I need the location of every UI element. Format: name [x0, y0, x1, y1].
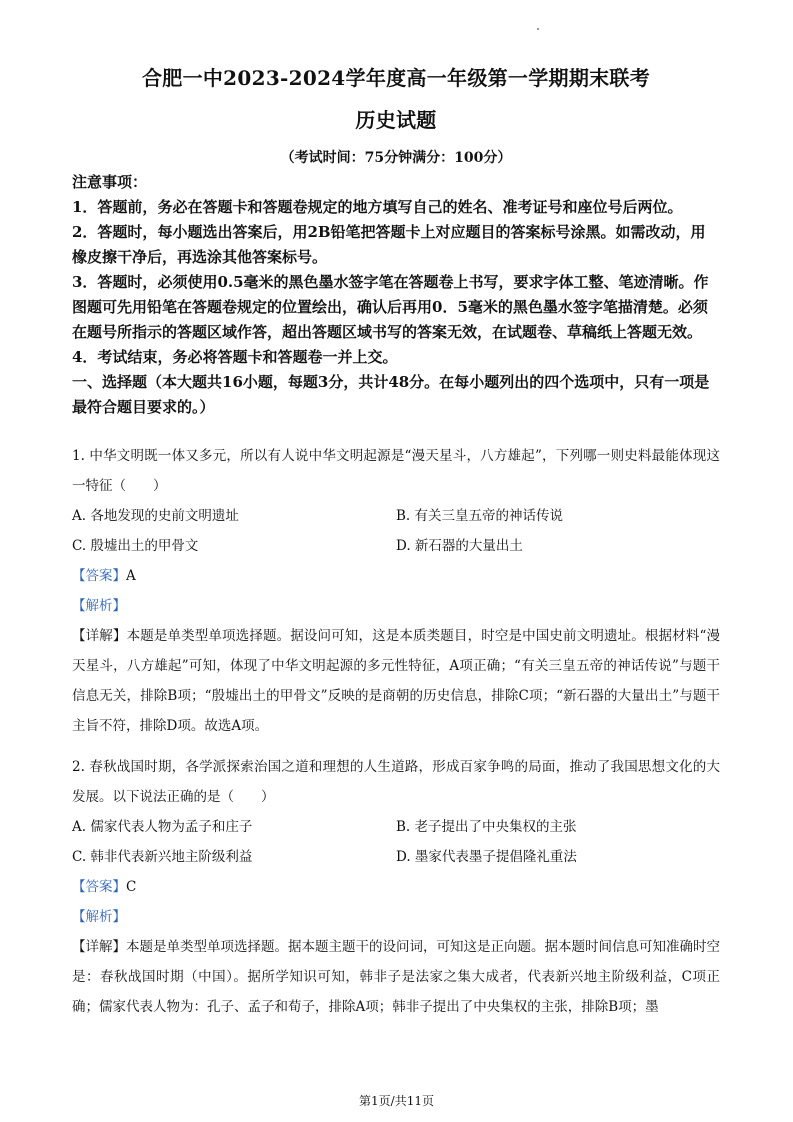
detail-body: 本题是单类型单项选择题。据本题主题干的设问词，可知这是正向题。据本题时间信息可知准确时空是：春秋战国时期（中国）。据所学知识可知，韩非子是法家之集大成者，代表新兴地主阶级利益，C项正确；儒家代表人物为：孔子、孟子和荀子，排除A项；韩非子提出了中央集权的主张，排除B项；墨	[72, 939, 720, 1015]
options-row	[72, 531, 720, 561]
options-row	[72, 812, 720, 842]
question-2	[72, 752, 720, 1022]
subject-title: 历史试题	[355, 108, 437, 132]
option-a: A. 儒家代表人物为孟子和庄子	[72, 819, 253, 835]
time-note: （考试时间：75分钟满分：100分）	[280, 150, 512, 166]
answer-tag: 【答案】	[72, 879, 126, 895]
notice-item: 3．答题时，必须使用0.5毫米的黑色墨水签字笔在答题卷上书写，要求字体工整、笔迹清晰。作图题可先用铅笔在答题卷规定的位置绘出，确认后再用0．5毫米的黑色墨水签字笔描清楚。必须在题号所指示的答题区域作答，超出答题区域书写的答案无效，在试题卷、草稿纸上答题无效。	[72, 273, 709, 341]
page-footer: 第1页/共11页	[359, 1094, 434, 1108]
answer-value: A	[126, 568, 136, 584]
notice-item: 4．考试结束，务必将答题卡和答题卷一并上交。	[72, 348, 398, 366]
option-b: B. 有关三皇五帝的神话传说	[396, 508, 564, 524]
question-stem: 1. 中华文明既一体又多元，所以有人说中华文明起源是“漫天星斗，八方雄起”，下列哪一则史料最能体现这一特征（ ）	[72, 448, 720, 494]
detail-tag: 【详解】	[72, 939, 126, 955]
notice-item: 1．答题前，务必在答题卡和答题卷规定的地方填写自己的姓名、准考证号和座位号后两位。	[72, 198, 683, 216]
detail-tag: 【详解】	[72, 628, 127, 644]
option-d: D. 墨家代表墨子提倡隆礼重法	[396, 849, 577, 865]
answer-line	[72, 561, 720, 591]
options-row	[72, 842, 720, 872]
option-d: D. 新石器的大量出土	[396, 538, 523, 554]
question-1	[72, 441, 720, 741]
notice-heading: 注意事项：	[72, 173, 148, 191]
option-a: A. 各地发现的史前文明遗址	[72, 508, 239, 524]
option-c: C. 韩非代表新兴地主阶级利益	[72, 849, 253, 865]
exam-title: 合肥一中2023-2024学年度高一年级第一学期期末联考	[141, 66, 651, 90]
analysis-tag: 【解析】	[72, 598, 126, 614]
notice-block	[72, 170, 720, 420]
section-heading: 一、选择题（本大题共16小题，每题3分，共计48分。在每小题列出的四个选项中，只有一项是最符合题目要求的。）	[72, 373, 710, 416]
answer-value: C	[126, 879, 137, 895]
analysis-tag: 【解析】	[72, 909, 126, 925]
detail-text	[72, 621, 720, 741]
notice-item: 2．答题时，每小题选出答案后，用2B铅笔把答题卡上对应题目的答案标号涂黑。如需改动，用橡皮擦干净后，再选涂其他答案标号。	[72, 223, 706, 266]
detail-text	[72, 932, 720, 1022]
detail-body: 本题是单类型单项选择题。据设问可知，这是本质类题目，时空是中国史前文明遗址。根据材料“漫天星斗，八方雄起”可知，体现了中华文明起源的多元性特征，A项正确；“有关三皇五帝的神话传说”与题干信息无关，排除B项；“殷墟出土的甲骨文”反映的是商朝的历史信息，排除C项；“新石器的大量出土”与题干主旨不符，排除D项。故选A项。	[72, 628, 720, 734]
options-row	[72, 501, 720, 531]
answer-line	[72, 872, 720, 902]
question-stem: 2. 春秋战国时期，各学派探索治国之道和理想的人生道路，形成百家争鸣的局面，推动了我国思想文化的大发展。以下说法正确的是（ ）	[72, 759, 720, 805]
option-c: C. 殷墟出土的甲骨文	[72, 538, 199, 554]
scan-dot	[537, 28, 539, 30]
option-b: B. 老子提出了中央集权的主张	[396, 819, 577, 835]
answer-tag: 【答案】	[72, 568, 126, 584]
